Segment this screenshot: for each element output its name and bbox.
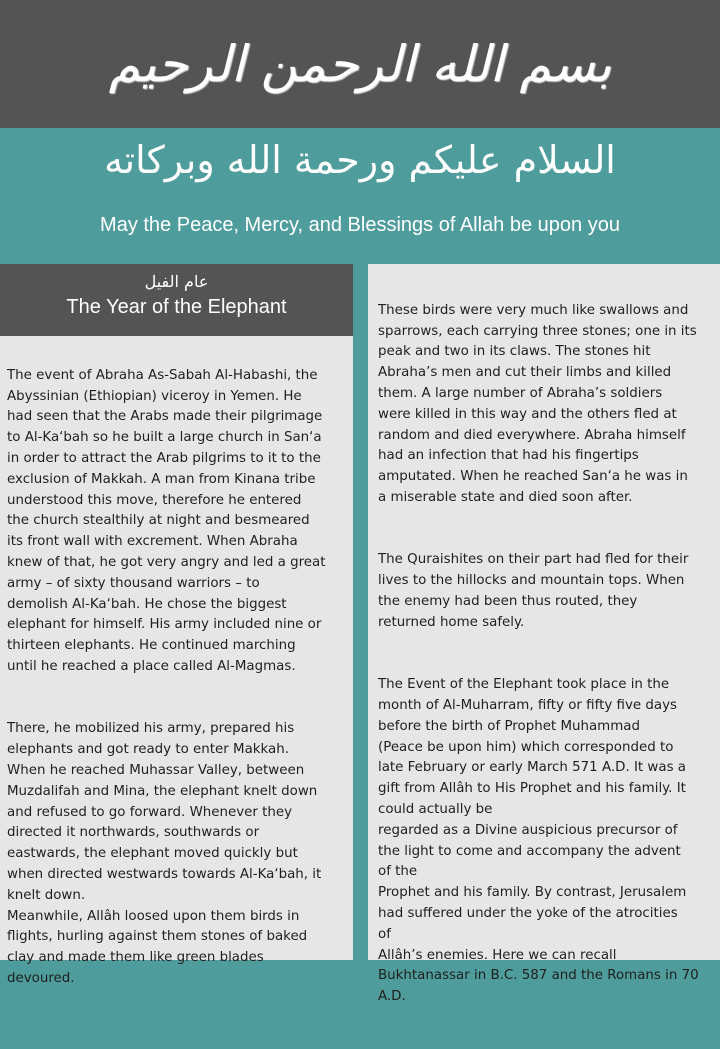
- paragraph: These birds were very much like swallows and sparrows, each carrying three stones; one in its peak and two in its claws. The stones hit Abraha’s men and cut their limbs and killed them. A large number of Abraha’s soldiers were killed in this way and the others fled at random and died everywhere. Abraha himself had an infection that had his fingertips amputated. When he reached San‘a he was in a miserable state and died soon after.: [378, 302, 697, 505]
- right-body: [378, 280, 710, 1049]
- basmala-calligraphy: بسم الله الرحمن الرحيم: [108, 35, 612, 93]
- left-column: [0, 264, 353, 986]
- header-band: [0, 0, 720, 128]
- paragraph: The Quraishites on their part had fled for their lives to the hillocks and mountain tops. When the enemy had been thus routed, they returned home safely.: [378, 552, 689, 630]
- paragraph: The event of Abraha As-Sabah Al-Habashi, the Abyssinian (Ethiopian) viceroy in Yemen. He had seen that the Arabs made their pilgrimage to Al-Ka‘bah so he built a large church in San‘a in order to attract the Arab pilgrims to it to the exclusion of Makkah. A man from Kinana tribe understood this move, therefore he entered the church stealthily at night and besmeared its front wall with excrement. When Abraha knew of that, he got very angry and led a great army – of sixty thousand warriors – to demolish Al-Ka‘bah. He chose the biggest elephant for himself. His army included nine or thirteen elephants. He continued marching until he reached a place called Al-Magmas.: [7, 367, 326, 674]
- left-body: [0, 336, 353, 1031]
- greeting-arabic: السلام عليكم ورحمة الله وبركاته: [104, 138, 616, 182]
- paragraph: There, he mobilized his army, prepared his elephants and got ready to enter Makkah. When he reached Muhassar Valley, between Muzdalifah and Mina, the elephant knelt down and refused to go forward. Whenever they directed it northwards, southwards or eastwards, the elephant moved quickly but when directed westwards towards Al-Ka‘bah, it knelt down. Meanwhile, Allâh loosed upon them birds in flights, hurling against them stones of baked clay and made them like green blades devoured.: [7, 721, 322, 986]
- greeting-english: May the Peace, Mercy, and Blessings of Allah be upon you: [100, 214, 620, 236]
- article-title-box: [0, 264, 353, 336]
- right-column: [368, 264, 720, 1005]
- article-title-arabic: عام الفيل: [144, 272, 209, 291]
- article-title-english: The Year of the Elephant: [66, 296, 287, 318]
- paragraph: The Event of the Elephant took place in the month of Al-Muharram, fifty or fifty five days before the birth of Prophet Muhammad (Peace be upon him) which corresponded to late February or early March 571 A.D. It was a gift from Allâh to His Prophet and his family. It could actually be regarded as a Divine auspicious precursor of the light to come and accompany the advent of the Prophet and his family. By contrast, Jerusalem had suffered under the yoke of the atrocities of Allâh’s enemies. Here we can recall Bukhtanassar in B.C. 587 and the Romans in 70 A.D.: [378, 677, 699, 1005]
